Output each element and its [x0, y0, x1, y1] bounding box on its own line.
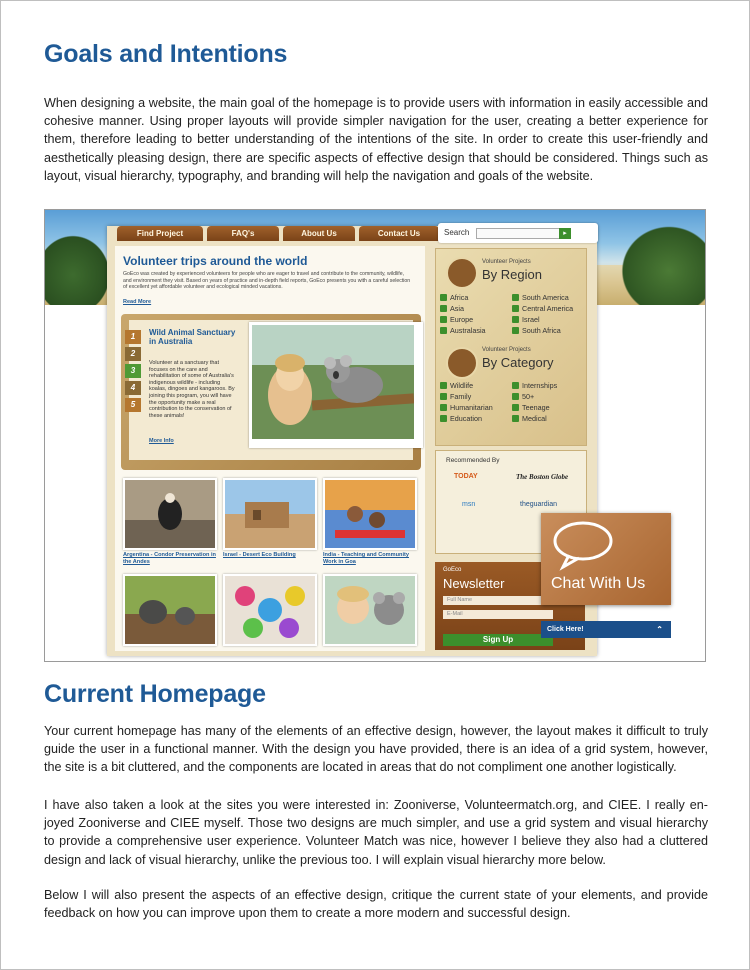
feature-text: Volunteer at a sanctuary that focuses on the care and rehabilitation of some of Australia's indigenous wildlife - including koalas, dingoes and kangaroos. By joining this program, you will have the opportunity make a real contribution to the conservation of these animals! — [149, 360, 235, 419]
read-more-link[interactable]: Read More — [123, 299, 152, 305]
logo-today: TODAY — [454, 473, 478, 480]
chat-label[interactable]: Chat With Us — [551, 575, 646, 592]
thumb-colors[interactable] — [223, 574, 317, 646]
search-label: Search — [444, 228, 470, 237]
intro-text: GoEco was created by experienced volunteers for people who are eager to travel and contribute to the community, wildlife, and environment they visit. Based on years of practice and in-depth field reports, GoEco presents you with a careful selection of excellent yet affordable volunteer and ecological minded vacations. — [123, 271, 411, 290]
nav-find-project[interactable]: Find Project — [117, 226, 203, 241]
newsletter-email-field[interactable]: E-Mail — [443, 610, 553, 619]
nav-faqs[interactable]: FAQ's — [207, 226, 279, 241]
main-title: Volunteer trips around the world — [123, 254, 308, 268]
thumb-caption-india[interactable]: India - Teaching and Community Work in Goa — [323, 552, 409, 565]
category-education[interactable]: Education — [440, 414, 482, 423]
thumb-desert[interactable] — [223, 478, 317, 550]
region-europe[interactable]: Europe — [440, 315, 473, 324]
newsletter-brand: GoEco — [443, 567, 462, 573]
current-paragraph-2: I have also taken a look at the sites you were interested in: Zooniverse, Volunteermatch.org, and CIEE. I really en-joyed Zooniverse and CIEE myself. Those two designs are much simpler, and use a grid system and visual hierarchy to provide a comprehensive user experience. Volunteer Match was nice, however I believe they also had a cluttered design and lack of visual hierarchy, unlike the previous too. I will explain visual hierarchy more below. — [44, 798, 708, 867]
goals-heading: Goals and Intentions — [44, 40, 288, 68]
chevron-up-icon: ⌃ — [656, 625, 663, 634]
homepage-screenshot — [44, 209, 706, 662]
chat-bubbles-icon — [549, 519, 619, 575]
site-mockup — [107, 226, 597, 656]
region-small: Volunteer Projects — [482, 259, 531, 265]
slide-tab-1[interactable]: 1 — [125, 330, 141, 344]
category-humanitarian[interactable]: Humanitarian — [440, 403, 493, 412]
category-teenage[interactable]: Teenage — [512, 403, 550, 412]
region-asia[interactable]: Asia — [440, 304, 464, 313]
koala-photo — [249, 322, 423, 448]
thumb-india[interactable] — [323, 478, 417, 550]
site-nav — [107, 226, 487, 241]
category-small: Volunteer Projects — [482, 347, 531, 353]
current-paragraph-3: Below I will also present the aspects of an effective design, critique the current state of your elements, and provide feedback on how you can improve upon them to create a more modern and successful design. — [44, 888, 708, 921]
thumb-koala-selfie[interactable] — [323, 574, 417, 646]
feature-title[interactable]: Wild Animal Sanctuary in Australia — [149, 328, 236, 346]
region-israel[interactable]: Israel — [512, 315, 540, 324]
slide-tab-3[interactable]: 3 — [125, 364, 141, 378]
category-internships[interactable]: Internships — [512, 381, 557, 390]
region-central-america[interactable]: Central America — [512, 304, 573, 313]
chat-widget[interactable] — [541, 513, 671, 605]
logo-guardian: theguardian — [520, 501, 557, 508]
slide-tab-4[interactable]: 4 — [125, 381, 141, 395]
feature-more-info[interactable]: More Info — [149, 438, 174, 444]
featured-project — [121, 314, 421, 470]
category-medical[interactable]: Medical — [512, 414, 547, 423]
newsletter-name-field[interactable]: Full Name — [443, 596, 553, 605]
leaf-icon — [446, 347, 478, 379]
thumb-condor[interactable] — [123, 478, 217, 550]
nav-about-us[interactable]: About Us — [283, 226, 355, 241]
thumb-elephants[interactable] — [123, 574, 217, 646]
category-50-plus[interactable]: 50+ — [512, 392, 534, 401]
search-go-icon[interactable]: ▸ — [559, 228, 571, 239]
region-title: By Region — [482, 267, 542, 282]
region-australasia[interactable]: Australasia — [440, 326, 486, 335]
category-title: By Category — [482, 355, 554, 370]
logo-boston-globe: The Boston Globe — [516, 473, 569, 481]
recommended-title: Recommended By — [446, 457, 500, 464]
region-south-africa[interactable]: South Africa — [512, 326, 561, 335]
globe-icon — [446, 257, 478, 289]
category-wildlife[interactable]: Wildlife — [440, 381, 473, 390]
goals-paragraph: When designing a website, the main goal of the homepage is to provide users with information in easily accessible and cohesive manner. Using proper layouts will provide simpler navigation for the user, creating a better experience for them, therefore leading to better understanding of the intentions of the site. In order to create this user-friendly and aesthetically pleasing design, there are specific aspects of effective design that should be considered. Things such as layout, visual hierarchy, typography, and branding will help the navigation and goals of the website. — [44, 96, 708, 183]
site-search — [438, 223, 598, 243]
chat-bar-label: Click Here! — [547, 626, 584, 633]
logo-msn: msn — [462, 501, 476, 508]
current-paragraph-1: Your current homepage has many of the elements of an effective design, however, the layout makes it difficult to truly guide the user in a functional manner. With the design you have provided, there is an idea of a grid system, however, the site is a bit cluttered, and the components are located in areas that do not compliment one another logistically. — [44, 724, 708, 775]
category-family[interactable]: Family — [440, 392, 471, 401]
slide-tab-5[interactable]: 5 — [125, 398, 141, 412]
current-heading: Current Homepage — [44, 680, 266, 708]
nav-contact-us[interactable]: Contact Us — [359, 226, 439, 241]
slide-tab-2[interactable]: 2 — [125, 347, 141, 361]
search-input[interactable] — [476, 228, 560, 239]
region-south-america[interactable]: South America — [512, 293, 569, 302]
main-content — [115, 246, 425, 651]
newsletter-title: Newsletter — [443, 576, 505, 591]
thumb-caption-condor[interactable]: Argentina - Condor Preservation in the Andes — [123, 552, 216, 565]
chat-click-here-bar[interactable] — [541, 621, 671, 638]
project-finder — [435, 248, 587, 446]
thumb-caption-desert[interactable]: Israel - Desert Eco Building — [223, 552, 296, 558]
newsletter-signup-button[interactable]: Sign Up — [443, 634, 553, 646]
region-africa[interactable]: Africa — [440, 293, 468, 302]
